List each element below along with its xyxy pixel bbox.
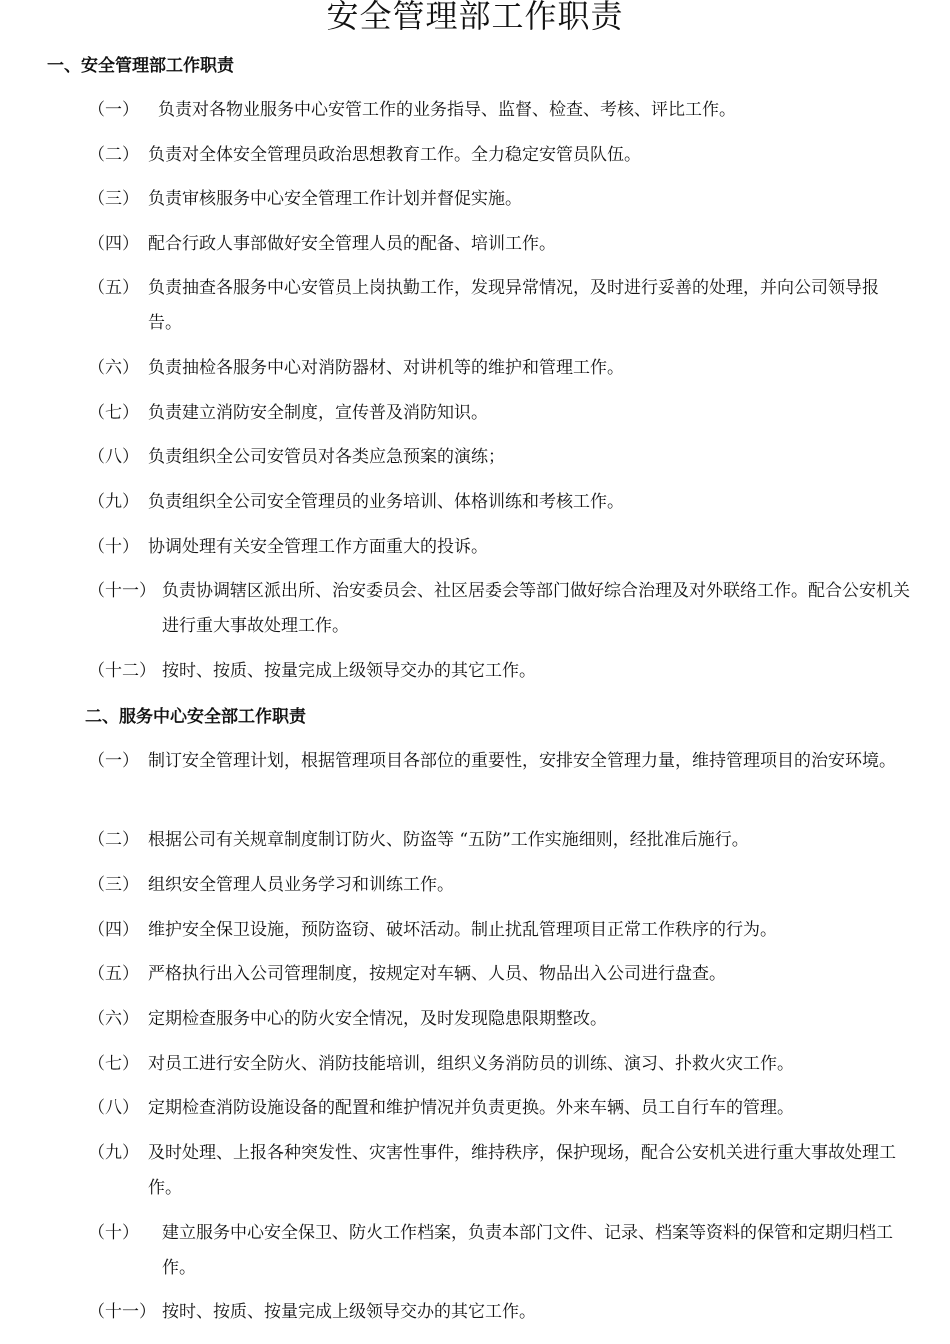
list-item — [88, 574, 910, 644]
item-text: 及时处理、上报各种突发性、灾害性事件，维持秩序，保护现场，配合公安机关进行重大事故处理工作。 — [148, 1143, 896, 1198]
item-number: （九） — [88, 492, 139, 512]
item-text: 定期检查服务中心的防火安全情况，及时发现隐患限期整改。 — [148, 1009, 607, 1029]
list-item — [88, 654, 910, 689]
item-text: 负责组织全公司安全管理员的业务培训、体格训练和考核工作。 — [148, 492, 624, 512]
item-text: 定期检查消防设施设备的配置和维护情况并负责更换。外来车辆、员工自行车的管理。 — [148, 1098, 794, 1118]
item-number: （三） — [88, 189, 139, 209]
list-item — [88, 1295, 910, 1330]
list-item — [88, 227, 910, 262]
item-number: （六） — [88, 358, 139, 378]
item-text: 负责抽检各服务中心对消防器材、对讲机等的维护和管理工作。 — [148, 358, 624, 378]
item-text: 按时、按质、按量完成上级领导交办的其它工作。 — [162, 661, 536, 681]
item-text: 按时、按质、按量完成上级领导交办的其它工作。 — [162, 1302, 536, 1322]
list-item — [88, 1216, 910, 1286]
list-item — [88, 485, 910, 520]
item-number: （九） — [88, 1143, 139, 1163]
list-item — [88, 93, 910, 128]
item-number: （八） — [88, 1098, 139, 1118]
item-text: 维护安全保卫设施，预防盗窃、破坏活动。制止扰乱管理项目正常工作秩序的行为。 — [148, 920, 777, 940]
item-text: 负责对各物业服务中心安管工作的业务指导、监督、检查、考核、评比工作。 — [158, 100, 736, 120]
item-text: 制订安全管理计划，根据管理项目各部位的重要性，安排安全管理力量，维持管理项目的治安环境。 — [148, 751, 896, 771]
list-item — [88, 913, 910, 948]
item-text: 对员工进行安全防火、消防技能培训，组织义务消防员的训练、演习、扑救火灾工作。 — [148, 1054, 794, 1074]
item-number: （八） — [88, 447, 139, 467]
item-number: （十） — [88, 537, 139, 557]
list-item — [88, 271, 910, 341]
item-text: 组织安全管理人员业务学习和训练工作。 — [148, 875, 454, 895]
item-text: 负责审核服务中心安全管理工作计划并督促实施。 — [148, 189, 522, 209]
document-title: 安全管理部工作职责 — [326, 0, 624, 35]
item-text: 负责抽查各服务中心安管员上岗执勤工作，发现异常情况，及时进行妥善的处理，并向公司领导报告。 — [148, 278, 879, 333]
item-text: 协调处理有关安全管理工作方面重大的投诉。 — [148, 537, 488, 557]
section-heading-1: 一、安全管理部工作职责 — [47, 56, 234, 76]
list-item — [88, 957, 910, 992]
item-number: （十二） — [88, 661, 156, 681]
item-number: （七） — [88, 403, 139, 423]
item-number: （三） — [88, 875, 139, 895]
list-item — [88, 530, 910, 565]
list-item — [88, 396, 910, 431]
item-number: （四） — [88, 234, 139, 254]
item-number: （五） — [88, 278, 139, 298]
list-item — [88, 823, 910, 858]
item-number: （一） — [88, 100, 139, 120]
list-item — [88, 138, 910, 173]
list-item — [88, 744, 910, 779]
list-item — [88, 868, 910, 903]
item-number: （一） — [88, 751, 139, 771]
list-item — [88, 1047, 910, 1082]
item-number: （二） — [88, 830, 139, 850]
item-text: 严格执行出入公司管理制度，按规定对车辆、人员、物品出入公司进行盘查。 — [148, 964, 726, 984]
item-number: （四） — [88, 920, 139, 940]
list-item — [88, 1002, 910, 1037]
item-text: 建立服务中心安全保卫、防火工作档案，负责本部门文件、记录、档案等资料的保管和定期归档工作。 — [162, 1223, 893, 1278]
item-number: （十一） — [88, 1302, 156, 1322]
list-item — [88, 440, 910, 475]
item-number: （五） — [88, 964, 139, 984]
item-number: （七） — [88, 1054, 139, 1074]
item-number: （六） — [88, 1009, 139, 1029]
list-item — [88, 182, 910, 217]
list-item — [88, 351, 910, 386]
item-text: 负责建立消防安全制度，宣传普及消防知识。 — [148, 403, 488, 423]
item-text: 根据公司有关规章制度制订防火、防盗等 “五防”工作实施细则，经批准后施行。 — [148, 830, 749, 850]
list-item — [88, 1091, 910, 1126]
section-heading-2: 二、服务中心安全部工作职责 — [85, 707, 306, 727]
item-number: （十一） — [88, 581, 156, 601]
item-text: 负责组织全公司安管员对各类应急预案的演练； — [148, 447, 505, 467]
item-text: 负责协调辖区派出所、治安委员会、社区居委会等部门做好综合治理及对外联络工作。配合公安机关进行重大事故处理工作。 — [162, 581, 910, 636]
item-number: （二） — [88, 145, 139, 165]
item-text: 负责对全体安全管理员政治思想教育工作。全力稳定安管员队伍。 — [148, 145, 641, 165]
item-number: （十） — [88, 1223, 139, 1243]
list-item — [88, 1136, 910, 1206]
item-text: 配合行政人事部做好安全管理人员的配备、培训工作。 — [148, 234, 556, 254]
